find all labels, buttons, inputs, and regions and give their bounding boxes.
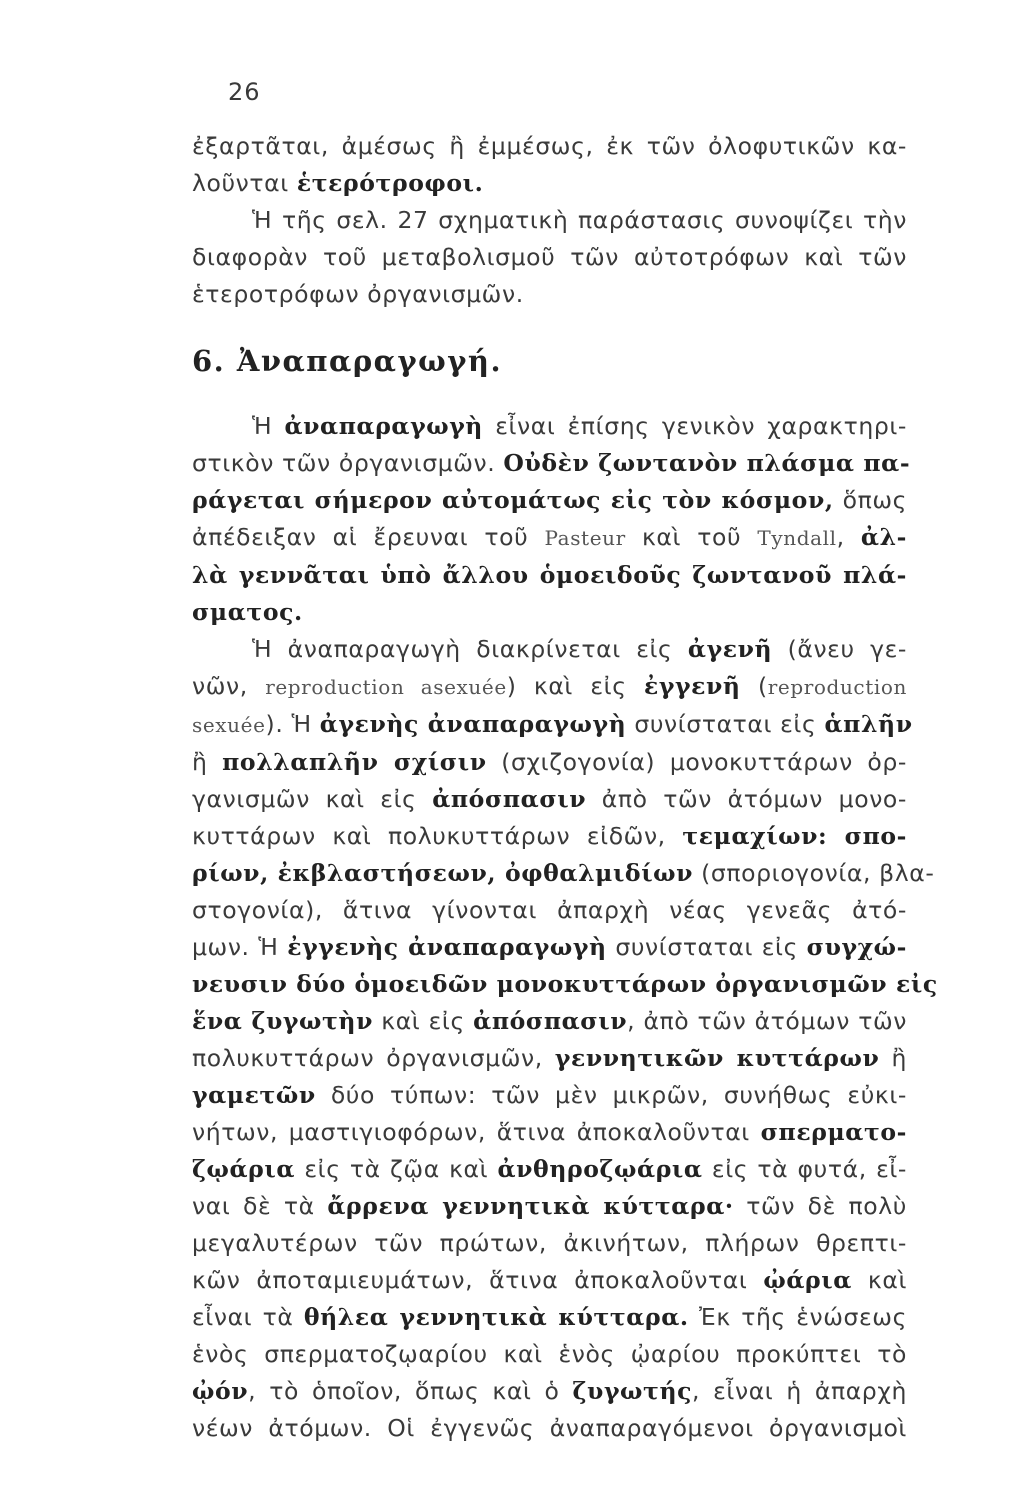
latin-term: sexuée [192,713,266,737]
bold-term: ἐγγενὴς ἀναπαραγωγὴ [287,933,607,961]
bold-term: λὰ γεννᾶται ὑπὸ ἄλλου ὁμοειδοῦς ζωντανοῦ πλά- [192,561,907,589]
text-line: νέων ἀτόμων. Οἱ ἐγγενῶς ἀναπαραγόμενοι ὀργανισμοὶ [192,1414,907,1442]
text-line: μων. Ἡ ἐγγενὴς ἀναπαραγωγὴ συνίσταται εἰς συγχώ- [192,933,907,961]
bold-term: ἀγενῆ [687,635,773,663]
text-line: ἕνα ζυγωτὴν καὶ εἰς ἀπόσπασιν, ἀπὸ τῶν ἀτόμων τῶν [192,1007,907,1035]
bold-term: ἀγενὴς ἀναπαραγωγὴ [319,710,627,738]
text-line: ρίων, ἐκβλαστήσεων, ὀφθαλμιδίων (σποριογονία, βλα- [192,859,935,887]
text-line [192,165,907,202]
text-line: κυττάρων καὶ πολυκυττάρων εἰδῶν, τεμαχίων: σπο- [192,822,907,850]
bold-term: ᾠόν [192,1377,249,1405]
text-line: sexuée). Ἡ ἀγενὴς ἀναπαραγωγὴ συνίσταται εἰς ἁπλῆν [192,710,913,738]
bold-term: πολλαπλῆν σχίσιν [222,748,487,776]
latin-term: reproduction asexuée [265,675,507,699]
bold-term: ἀπόσπασιν [432,785,587,813]
text-line-start: λοῦνται [192,169,297,197]
text-line: νῶν, reproduction asexuée) καὶ εἰς ἐγγενῆ (reproduction [192,672,907,700]
bold-term: Οὐδὲν ζωντανὸν πλάσμα πα- [503,449,911,477]
text-line [192,557,907,594]
bold-term: σπερματο- [760,1118,907,1146]
bold-term: ζῳάρια [192,1155,296,1183]
section-heading: 6. Ἀναπαραγωγή. [192,344,503,378]
reproduction-paragraph [192,408,938,1447]
text-line: ᾠόν, τὸ ὁποῖον, ὅπως καὶ ὁ ζυγωτής, εἶναι ἡ ἀπαρχὴ [192,1377,907,1405]
text-line: νήτων, μαστιγιοφόρων, ἅτινα ἀποκαλοῦνται σπερματο- [192,1118,907,1146]
bold-term: γαμετῶν [192,1081,316,1109]
text-line: ἑτεροτρόφων ὀργανισμῶν. [192,280,524,308]
text-line: διαφορὰν τοῦ μεταβολισμοῦ τῶν αὐτοτρόφων καὶ τῶν [192,243,907,271]
bold-term: τεμαχίων: σπο- [682,822,907,850]
text-line: ναι δὲ τὰ ἄρρενα γεννητικὰ κύτταρα· τῶν δὲ πολὺ [192,1192,907,1220]
text-line: ἢ πολλαπλῆν σχίσιν (σχιζογονία) μονοκυττάρων ὀρ- [192,748,908,776]
bold-term: ἀνθηροζῳάρια [497,1155,703,1183]
bold-term: ἄρρενα γεννητικὰ κύτταρα· [327,1192,734,1220]
text-line: μεγαλυτέρων τῶν πρώτων, ἀκινήτων, πλήρων θρεπτι- [192,1229,907,1257]
text-line: Ἡ ἀναπαραγωγὴ εἶναι ἐπίσης γενικὸν χαρακτηρι- [252,412,907,440]
bold-term: ἑτερότροφοι. [296,169,484,197]
bold-term: ρίων, ἐκβλαστήσεων, ὀφθαλμιδίων [192,859,694,887]
bold-term: ἀναπαραγωγὴ [284,412,483,440]
text-line: στογονία), ἅτινα γίνονται ἀπαρχὴ νέας γενεᾶς ἀτό- [192,896,907,924]
text-line: ζῳάρια εἰς τὰ ζῷα καὶ ἀνθηροζῳάρια εἰς τὰ φυτά, εἶ- [192,1155,907,1183]
intro-paragraph [192,128,907,313]
bold-term: νευσιν δύο ὁμοειδῶν μονοκυττάρων ὀργανισμῶν εἰς [192,970,938,998]
latin-term: Pasteur [544,526,626,550]
text-line: εἶναι τὰ θήλεα γεννητικὰ κύτταρα. Ἐκ τῆς ἑνώσεως [192,1303,907,1331]
text-line [192,594,907,631]
text-line: Ἡ ἀναπαραγωγὴ διακρίνεται εἰς ἀγενῆ (ἄνευ γε- [252,635,907,663]
bold-term: γεννητικῶν κυττάρων [554,1044,880,1072]
text-line: κῶν ἀποταμιευμάτων, ἅτινα ἀποκαλοῦνται ᾠάρια καὶ [192,1266,907,1294]
text-line: ἐξαρτᾶται, ἀμέσως ἢ ἐμμέσως, ἐκ τῶν ὀλοφυτικῶν κα- [192,132,907,160]
bold-term: ἐγγενῆ [644,672,741,700]
latin-term: Tyndall [757,526,837,550]
bold-term: συγχώ- [806,933,907,961]
bold-term: ζυγωτής [572,1377,693,1405]
bold-term: ᾠάρια [763,1266,852,1294]
text-line: ράγεται σήμερον αὐτομάτως εἰς τὸν κόσμον, ὅπως [192,486,907,514]
bold-term: σματος. [192,598,303,626]
text-line: Ἡ τῆς σελ. 27 σχηματικὴ παράστασις συνοψίζει τὴν [252,206,907,234]
bold-term: ἀπόσπασιν [473,1007,628,1035]
text-line: ἑνὸς σπερματοζῳαρίου καὶ ἑνὸς ᾠαρίου προκύπτει τὸ [192,1340,907,1368]
text-line: γαμετῶν δύο τύπων: τῶν μὲν μικρῶν, συνήθως εὐκι- [192,1081,907,1109]
text-line: γανισμῶν καὶ εἰς ἀπόσπασιν ἀπὸ τῶν ἀτόμων μονο- [192,785,907,813]
text-line: στικὸν τῶν ὀργανισμῶν. Οὐδὲν ζωντανὸν πλάσμα πα- [192,449,911,477]
bold-term: ἁπλῆν [824,710,913,738]
text-line: πολυκυττάρων ὀργανισμῶν, γεννητικῶν κυττάρων ἢ [192,1044,907,1072]
text-line: ἀπέδειξαν αἱ ἔρευναι τοῦ Pasteur καὶ τοῦ Tyndall, ἀλ- [192,523,908,551]
latin-term: reproduction [767,675,907,699]
bold-term: θήλεα γεννητικὰ κύτταρα. [303,1303,689,1331]
bold-term: ἀλ- [860,523,908,551]
bold-term: ἕνα ζυγωτὴν [192,1007,373,1035]
text-line [192,966,938,1003]
bold-term: ράγεται σήμερον αὐτομάτως εἰς τὸν κόσμον, [192,486,834,514]
page-number: 26 [228,78,261,106]
